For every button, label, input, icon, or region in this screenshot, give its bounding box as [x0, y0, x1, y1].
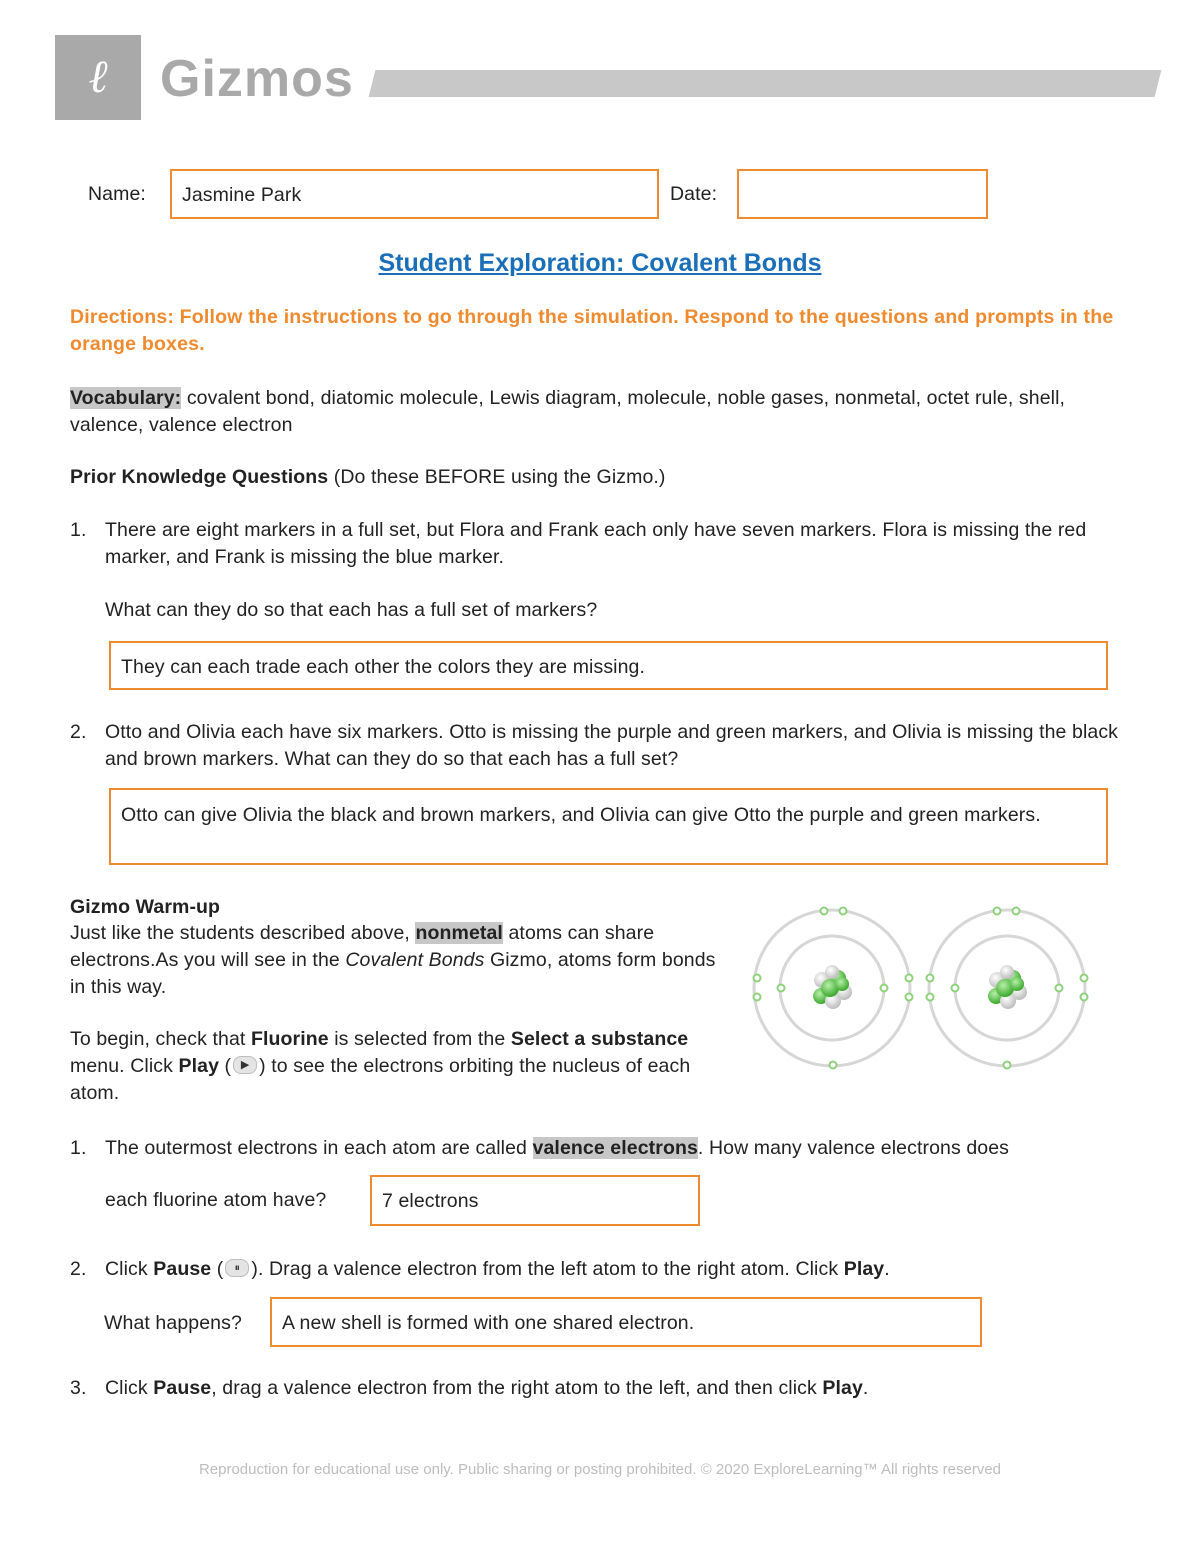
- left-fluorine-atom: [754, 908, 913, 1069]
- wu-q2-text: Click Pause ( ⏸ ). Drag a valence electron from the left atom to the right atom. Click Play.: [105, 1258, 890, 1280]
- term-valence-electrons: valence electrons: [532, 1137, 698, 1159]
- warmup-p2-e: to see the electrons orbiting the nucleus of each atom.: [70, 1055, 691, 1104]
- play-term-2: Play: [843, 1258, 885, 1280]
- prior-knowledge-note: (Do these BEFORE using the Gizmo.): [333, 466, 666, 488]
- wu-q1-answer[interactable]: 7 electrons: [370, 1175, 700, 1226]
- wu-q2-text-c: ). Drag a valence electron from the left atom to the right atom. Click: [251, 1258, 839, 1280]
- warmup-p2-a: To begin, check that: [70, 1028, 246, 1050]
- warmup-p1-c: Gizmo, atoms form bonds in this way.: [70, 949, 716, 998]
- vocabulary: [70, 385, 1130, 439]
- wu-q3-text-c: , drag a valence electron from the right atom to the left, and then click: [211, 1377, 817, 1399]
- date-label: Date:: [670, 183, 718, 205]
- wu-q2-text-a: Click: [105, 1258, 148, 1280]
- pk-q2-number: 2.: [70, 721, 87, 743]
- pause-icon: ⏸: [225, 1259, 249, 1277]
- name-field[interactable]: Jasmine Park: [170, 169, 659, 219]
- play-term: Play: [178, 1055, 220, 1077]
- pause-term-2: Pause: [153, 1377, 212, 1399]
- warmup-paragraph-1: [70, 920, 720, 1001]
- gizmo-name: Covalent Bonds: [345, 949, 485, 971]
- select-substance-term: Select a substance: [510, 1028, 689, 1050]
- pk-q2-answer[interactable]: Otto can give Olivia the black and brown markers, and Olivia can give Otto the purple and green markers.: [109, 788, 1108, 865]
- vocabulary-terms: covalent bond, diatomic molecule, Lewis diagram, molecule, noble gases, nonmetal, octet rule, shell, valence, valence electron: [70, 387, 1066, 436]
- wu-q1-text: [105, 1135, 1145, 1162]
- wu-q1-number: 1.: [70, 1137, 87, 1159]
- logo-icon: ℓ: [88, 49, 108, 103]
- warmup-paragraph-2: To begin, check that Fluorine is selected from the Select a substance menu. Click Play ( ▶ ) to see the electrons orbiting the nucleus of each atom.: [70, 1028, 691, 1104]
- pk-q2-text: Otto and Olivia each have six markers. Otto is missing the purple and green markers, and Olivia is missing the black and brown markers. What can they do so that each has a full set?: [105, 721, 1119, 770]
- footer-copyright: Reproduction for educational use only. Public sharing or posting prohibited. © 2020 ExploreLearning™ All rights reserved: [198, 1461, 1002, 1478]
- name-label: Name:: [88, 183, 146, 205]
- prior-knowledge-heading: [70, 464, 1130, 491]
- wu-q1-text-b: . How many valence electrons does: [697, 1137, 1010, 1159]
- wu-q3-text-d: .: [862, 1377, 869, 1399]
- warmup-p1-a: Just like the students described above,: [70, 922, 410, 944]
- wu-q2-prompt: What happens?: [104, 1312, 242, 1334]
- pk-q1-answer[interactable]: They can each trade each other the colors they are missing.: [109, 641, 1108, 690]
- wu-q3-text-a: Click: [105, 1377, 148, 1399]
- warmup-heading: [70, 894, 220, 921]
- pk-q1-text: There are eight markers in a full set, but Flora and Frank each only have seven markers. Flora is missing the red marker, and Frank is missing the blue marker.: [105, 519, 1087, 568]
- prior-knowledge-title: Prior Knowledge Questions: [70, 466, 329, 488]
- fluorine-atoms-illustration: [745, 900, 1105, 1075]
- right-fluorine-atom: [927, 908, 1088, 1069]
- wu-q3-text: [105, 1375, 1145, 1402]
- wu-q2-number: 2.: [70, 1258, 87, 1280]
- wu-q2-answer[interactable]: A new shell is formed with one shared electron.: [270, 1297, 982, 1347]
- date-field[interactable]: [737, 169, 988, 219]
- wu-q1-text-a: The outermost electrons in each atom are called: [105, 1137, 527, 1159]
- vocabulary-label: Vocabulary:: [70, 387, 182, 409]
- wu-q3-number: 3.: [70, 1377, 87, 1399]
- play-term-3: Play: [822, 1377, 863, 1399]
- page-title: Student Exploration: Covalent Bonds: [378, 249, 822, 277]
- warmup-p1-b: atoms can share electrons.As you will see in the: [70, 922, 655, 971]
- warmup-p2-c: is selected from the: [334, 1028, 506, 1050]
- brand-name: Gizmos: [160, 50, 354, 108]
- header-bar: [369, 70, 1162, 97]
- wu-q2-text-d: .: [884, 1258, 890, 1280]
- directions: Directions: Follow the instructions to go through the simulation. Respond to the questions and prompts in the orange boxes.: [70, 306, 1114, 355]
- warmup-p2-d: menu. Click: [70, 1055, 173, 1077]
- pk-q1-prompt: What can they do so that each has a full set of markers?: [105, 599, 598, 621]
- pause-term: Pause: [153, 1258, 212, 1280]
- warmup-title: Gizmo Warm-up: [70, 896, 221, 918]
- term-nonmetal: nonmetal: [415, 922, 503, 944]
- wu-q1-prompt: each fluorine atom have?: [105, 1189, 327, 1211]
- left-nucleus: [813, 965, 852, 1009]
- right-nucleus: [988, 965, 1027, 1009]
- pk-q1-number: 1.: [70, 519, 87, 541]
- play-icon: ▶: [233, 1056, 257, 1074]
- fluorine-term: Fluorine: [250, 1028, 329, 1050]
